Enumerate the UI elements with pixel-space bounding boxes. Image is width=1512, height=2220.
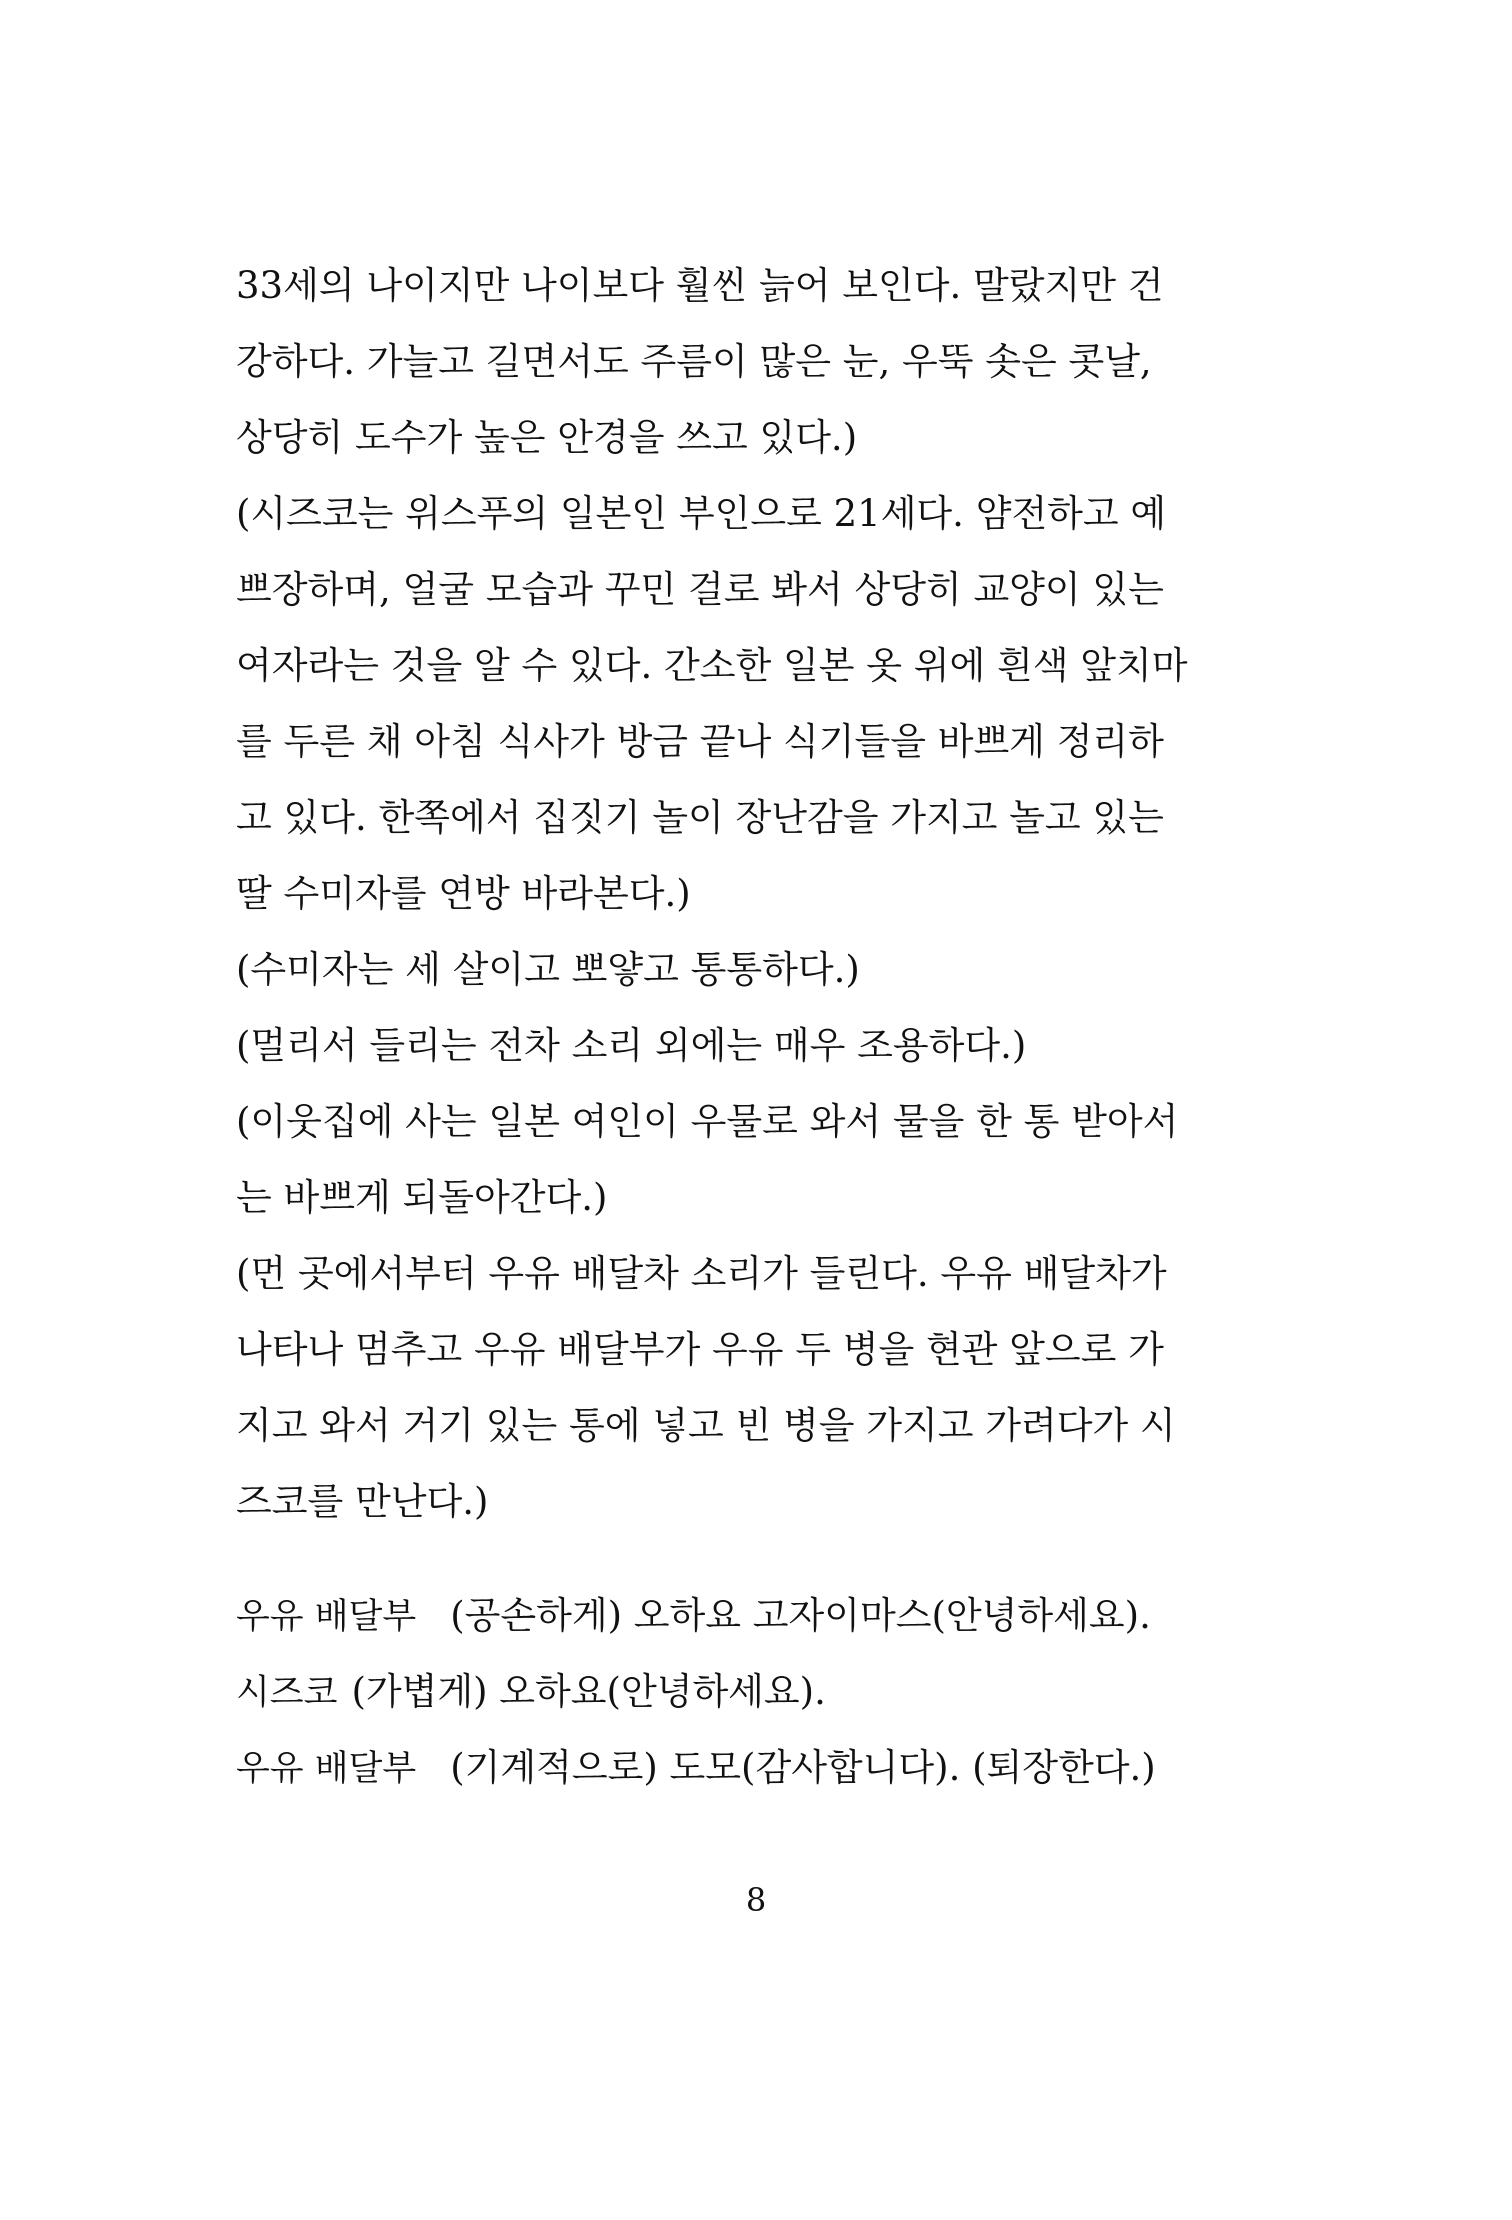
body-line: 쁘장하며, 얼굴 모습과 꾸민 걸로 봐서 상당히 교양이 있는 bbox=[236, 568, 1164, 611]
stage-directions bbox=[236, 248, 1188, 1540]
body-line: 지고 와서 거기 있는 통에 넣고 빈 병을 가지고 가려다가 시 bbox=[236, 1404, 1176, 1447]
body-line: 를 두른 채 아침 식사가 방금 끝나 식기들을 바쁘게 정리하 bbox=[236, 720, 1164, 763]
body-line: (먼 곳에서부터 우유 배달차 소리가 들린다. 우유 배달차가 bbox=[236, 1252, 1167, 1295]
body-line: 는 바쁘게 되돌아간다.) bbox=[236, 1176, 608, 1219]
dialogue-line bbox=[236, 1730, 1236, 1806]
body-line: 고 있다. 한쪽에서 집짓기 놀이 장난감을 가지고 놀고 있는 bbox=[236, 796, 1164, 839]
dialogue-text: (가볍게) 오하요(안녕하세요). bbox=[351, 1670, 826, 1713]
body-line: 즈코를 만난다.) bbox=[236, 1480, 489, 1523]
body-line: 여자라는 것을 알 수 있다. 간소한 일본 옷 위에 흰색 앞치마 bbox=[236, 644, 1188, 687]
dialogue-text: (기계적으로) 도모(감사합니다). (퇴장한다.) bbox=[450, 1746, 1156, 1789]
body-line: (수미자는 세 살이고 뽀얗고 통통하다.) bbox=[236, 948, 860, 991]
body-line: 나타나 멈추고 우유 배달부가 우유 두 병을 현관 앞으로 가 bbox=[236, 1328, 1164, 1371]
dialogue-text: (공손하게) 오하요 고자이마스(안녕하세요). bbox=[450, 1594, 1151, 1637]
speaker-name: 시즈코 bbox=[236, 1673, 338, 1713]
dialogue-line bbox=[236, 1654, 1236, 1730]
body-line: 상당히 도수가 높은 안경을 쓰고 있다.) bbox=[236, 416, 858, 459]
body-line: 딸 수미자를 연방 바라본다.) bbox=[236, 872, 691, 915]
body-line: (멀리서 들리는 전차 소리 외에는 매우 조용하다.) bbox=[236, 1024, 1027, 1067]
body-line: 33세의 나이지만 나이보다 훨씬 늙어 보인다. 말랐지만 건 bbox=[236, 264, 1164, 307]
page-number: 8 bbox=[745, 1881, 767, 1919]
speaker-name: 우유 배달부 bbox=[236, 1749, 417, 1789]
body-line: (이웃집에 사는 일본 여인이 우물로 와서 물을 한 통 받아서 bbox=[236, 1100, 1179, 1143]
body-line: (시즈코는 위스푸의 일본인 부인으로 21세다. 얌전하고 예 bbox=[236, 492, 1167, 535]
body-line: 강하다. 가늘고 길면서도 주름이 많은 눈, 우뚝 솟은 콧날, bbox=[236, 340, 1152, 383]
dialogue-line bbox=[236, 1578, 1236, 1654]
speaker-name: 우유 배달부 bbox=[236, 1597, 417, 1637]
dialogue-section bbox=[236, 1578, 1236, 1806]
